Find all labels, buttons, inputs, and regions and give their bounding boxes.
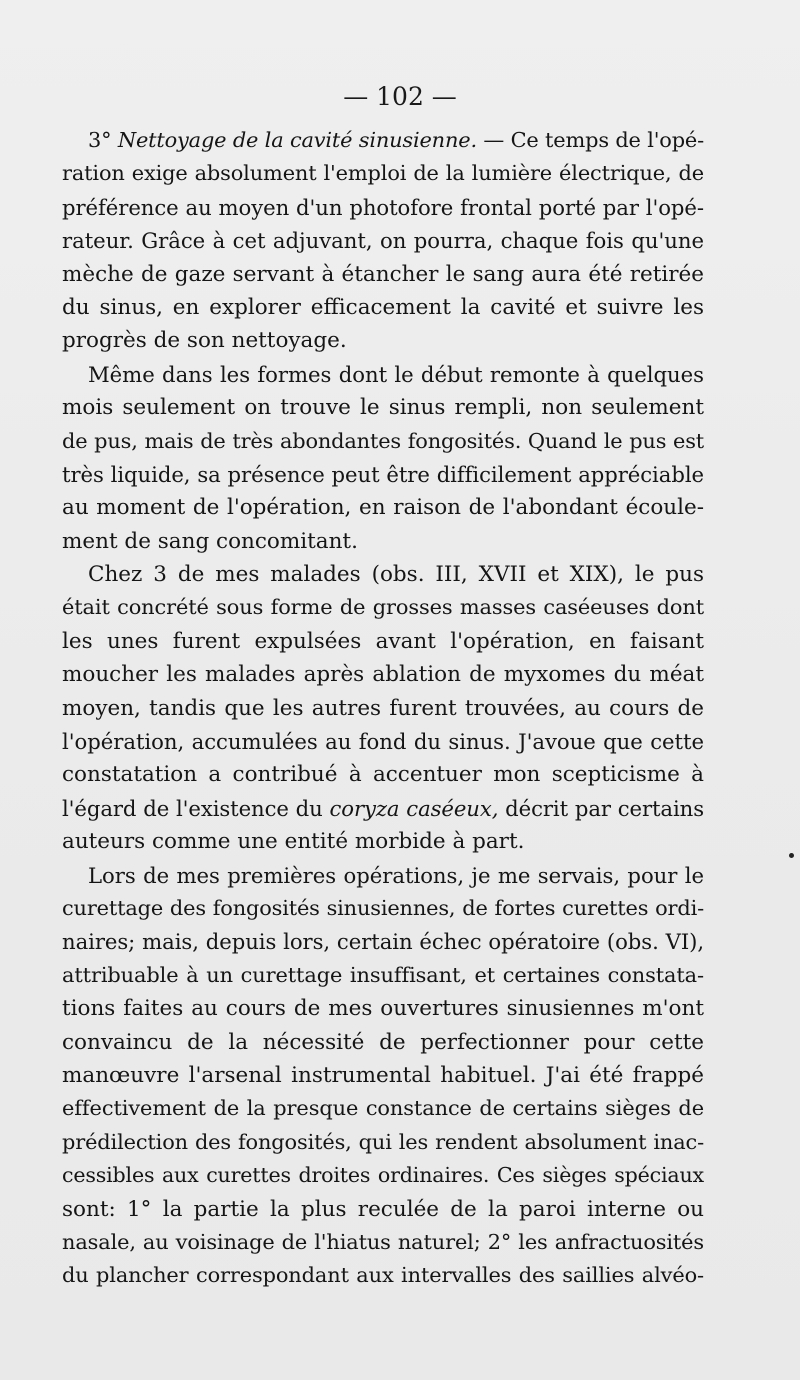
body-text bbox=[62, 124, 704, 1293]
text-line: mèche de gaze servant à étancher le sang aura été retirée bbox=[62, 261, 704, 287]
text-line: constatation a contribué à accentuer mon scepticisme à bbox=[62, 762, 704, 788]
italic-text-run: Nettoyage de la cavité sinusienne. bbox=[117, 128, 477, 152]
text-line: manœuvre l'arsenal instrumental habituel. J'ai été frappé bbox=[62, 1062, 704, 1088]
text-line: les unes furent expulsées avant l'opération, en faisant bbox=[62, 628, 704, 654]
text-line: Même dans les formes dont le début remonte à quelques bbox=[88, 361, 704, 387]
text-line: de pus, mais de très abondantes fongosités. Quand le pus est bbox=[62, 428, 704, 453]
ink-speck bbox=[789, 853, 794, 858]
paragraph bbox=[62, 358, 704, 558]
text-line: ration exige absolument l'emploi de la lumière électrique, de bbox=[62, 161, 704, 186]
text-line: moucher les malades après ablation de myxomes du méat bbox=[62, 662, 704, 688]
text-line: tions faites au cours de mes ouvertures sinusiennes m'ont bbox=[62, 996, 704, 1022]
text-line: attribuable à un curettage insuffisant, et certaines constata- bbox=[62, 962, 704, 987]
text-line: nasale, au voisinage de l'hiatus naturel; 2° les anfractuosités bbox=[62, 1229, 704, 1254]
italic-text-run: coryza caséeux, bbox=[329, 795, 499, 821]
text-line: Chez 3 de mes malades (obs. III, XVII et XIX), le pus bbox=[88, 562, 704, 588]
text-line: du plancher correspondant aux intervalles des saillies alvéo- bbox=[62, 1263, 704, 1288]
text-line: cessibles aux curettes droites ordinaires. Ces sièges spéciaux bbox=[62, 1163, 704, 1188]
text-line bbox=[62, 792, 704, 825]
paragraph bbox=[62, 859, 704, 1293]
text-run: — Ce temps de l'opé- bbox=[476, 128, 704, 152]
text-line: mois seulement on trouve le sinus rempli, non seulement bbox=[62, 395, 704, 421]
page-number-header: — 102 — bbox=[343, 82, 457, 111]
text-line: du sinus, en explorer efficacement la cavité et suivre les bbox=[62, 294, 704, 320]
text-line bbox=[62, 124, 704, 157]
text-run: 3° bbox=[88, 128, 118, 152]
text-line: ment de sang concomitant. bbox=[62, 528, 358, 554]
text-line: effectivement de la presque constance de certains sièges de bbox=[62, 1096, 704, 1121]
text-line: Lors de mes premières opérations, je me servais, pour le bbox=[88, 862, 704, 888]
text-line: progrès de son nettoyage. bbox=[62, 328, 347, 354]
text-line: sont: 1° la partie la plus reculée de la paroi interne ou bbox=[62, 1196, 704, 1222]
text-run: décrit par certains bbox=[498, 795, 704, 821]
text-line: convaincu de la nécessité de perfectionner pour cette bbox=[62, 1029, 704, 1055]
text-line: prédilection des fongosités, qui les rendent absolument inac- bbox=[62, 1129, 704, 1154]
paragraph bbox=[62, 558, 704, 859]
text-line: très liquide, sa présence peut être difficilement appréciable bbox=[62, 461, 704, 487]
text-line: naires; mais, depuis lors, certain échec opératoire (obs. VI), bbox=[62, 929, 704, 955]
text-line: moyen, tandis que les autres furent trouvées, au cours de bbox=[62, 695, 704, 721]
text-line: l'opération, accumulées au fond du sinus. J'avoue que cette bbox=[62, 729, 704, 755]
text-line: auteurs comme une entité morbide à part. bbox=[62, 829, 525, 855]
text-run: l'égard de l'existence du bbox=[62, 795, 330, 821]
text-line: était concrété sous forme de grosses masses caséeuses dont bbox=[62, 595, 704, 620]
paragraph bbox=[62, 124, 704, 358]
text-line: curettage des fongosités sinusiennes, de fortes curettes ordi- bbox=[62, 895, 704, 920]
text-line: rateur. Grâce à cet adjuvant, on pourra, chaque fois qu'une bbox=[62, 228, 704, 254]
text-line: préférence au moyen d'un photofore frontal porté par l'opé- bbox=[62, 194, 704, 220]
text-line: au moment de l'opération, en raison de l'abondant écoule- bbox=[62, 495, 704, 521]
